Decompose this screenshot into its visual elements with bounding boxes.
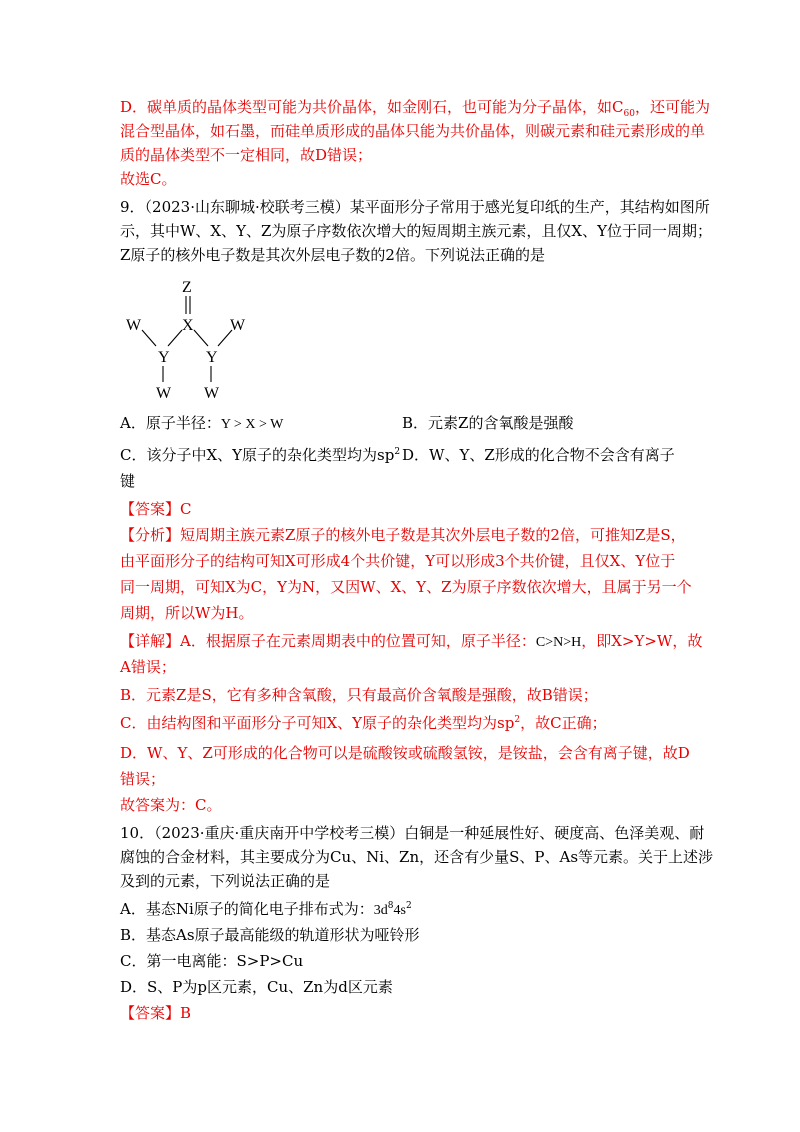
atom-w-left: W — [126, 317, 142, 334]
molecule-structure-diagram — [120, 278, 270, 406]
question-9-conclusion: 故答案为：C。 — [120, 796, 222, 814]
prev-explanation-line-2: 混合型晶体，如石墨，而硅单质形成的晶体只能为共价晶体，则碳元素和硅元素形成的单 — [120, 122, 706, 140]
question-10-option-d: D．S、P为p区元素，Cu、Zn为d区元素 — [120, 978, 393, 996]
atom-w-right: W — [230, 317, 246, 334]
question-10-stem-1: 10．（2023·重庆·重庆南开中学校考三模）白铜是一种延展性好、硬度高、色泽美观、耐 — [120, 824, 705, 842]
question-9-option-c: C．该分子中X、Y原子的杂化类型均为$sp^2$ — [120, 446, 401, 464]
question-9-answer: 【答案】C — [120, 500, 192, 518]
prev-conclusion: 故选C。 — [120, 170, 177, 188]
question-9-option-d-cont: 键 — [120, 472, 136, 490]
question-9-detail-b: B．元素Z是S，它有多种含氧酸，只有最高价含氧酸是强酸，故B错误； — [120, 686, 598, 704]
atom-w-bottom-right: W — [204, 385, 220, 402]
question-9-option-b: B．元素Z的含氧酸是强酸 — [402, 414, 574, 432]
question-9-option-a: A．原子半径：Y > X > W — [120, 414, 284, 432]
atom-w-bottom-left: W — [156, 385, 172, 402]
question-9-option-d: D．W、Y、Z形成的化合物不会含有离子 — [402, 446, 675, 464]
question-9-stem-2: 示，其中W、X、Y、Z为原子序数依次增大的短周期主族元素，且仅X、Y位于同一周期； — [120, 222, 713, 240]
question-9-analysis-2: 由平面形分子的结构可知X可形成4个共价键，Y可以形成3个共价键，且仅X、Y位于 — [120, 552, 676, 570]
question-10-option-a: A．基态Ni原子的简化电子排布式为：$3d^84s^2$ — [120, 900, 412, 918]
question-10-stem-2: 腐蚀的合金材料，其主要成分为Cu、Ni、Zn，还含有少量S、P、As等元素。关于上述涉 — [120, 848, 714, 866]
question-9-detail-a-cont: A错误； — [120, 658, 176, 676]
question-10-answer: 【答案】B — [120, 1004, 192, 1022]
question-9-detail-a: 【详解】A．根据原子在元素周期表中的位置可知，原子半径：C>N>H，即X>Y>W，故 — [120, 632, 703, 650]
question-9-detail-d: D．W、Y、Z可形成的化合物可以是硫酸铵或硫酸氢铵，是铵盐，会含有离子键，故D — [120, 744, 690, 762]
prev-explanation-line-1: D．碳单质的晶体类型可能为共价晶体，如金刚石，也可能为分子晶体，如$C_{60}$，还可能为 — [120, 98, 710, 119]
question-9-detail-d-cont: 错误； — [120, 770, 166, 788]
question-9-analysis-1: 【分析】短周期主族元素Z原子的核外电子数是其次外层电子数的2倍，可推知Z是S， — [120, 526, 686, 544]
question-9-stem-3: Z原子的核外电子数是其次外层电子数的2倍。下列说法正确的是 — [120, 246, 545, 264]
question-9-detail-c: C．由结构图和平面形分子可知X、Y原子的杂化类型均为$sp^2$，故C正确； — [120, 714, 607, 732]
question-9-analysis-3: 同一周期，可知X为C，Y为N，又因W、X、Y、Z为原子序数依次增大，且属于另一个 — [120, 578, 692, 596]
atom-y-left: Y — [158, 349, 170, 366]
atom-y-right: Y — [206, 349, 218, 366]
question-10-option-c: C．第一电离能：S>P>Cu — [120, 952, 304, 970]
question-10-stem-3: 及到的元素，下列说法正确的是 — [120, 872, 331, 890]
question-10-option-b: B．基态As原子最高能级的轨道形状为哑铃形 — [120, 926, 420, 944]
atom-x: X — [182, 317, 194, 334]
prev-explanation-line-3: 质的晶体类型不一定相同，故D错误； — [120, 146, 373, 164]
atom-z: Z — [182, 279, 192, 296]
question-9-stem-1: 9．（2023·山东聊城·校联考三模）某平面形分子常用于感光复印纸的生产，其结构如图所 — [120, 198, 710, 216]
question-9-analysis-4: 周期，所以W为H。 — [120, 604, 254, 622]
